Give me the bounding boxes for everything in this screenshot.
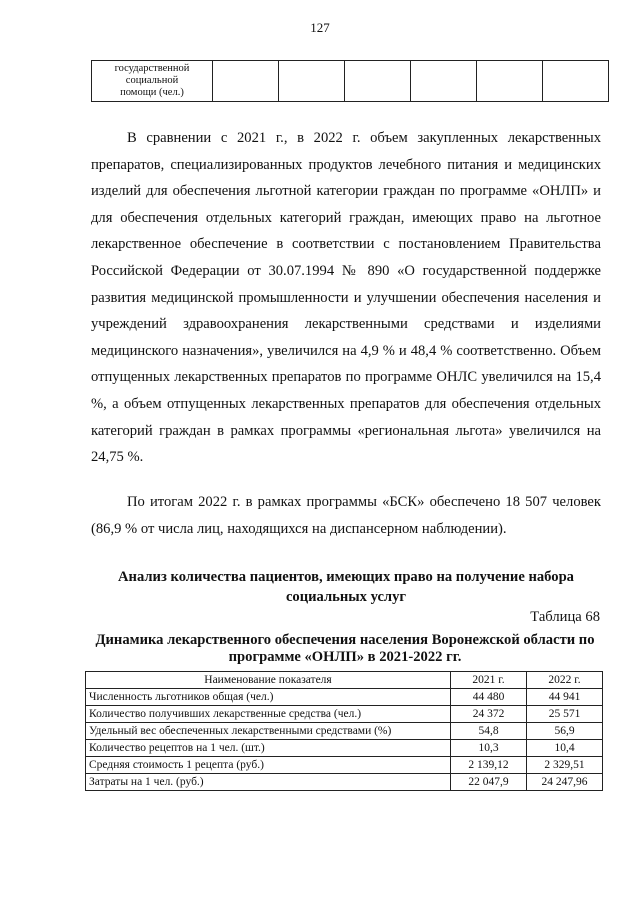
- header-2021: 2021 г.: [451, 672, 527, 689]
- header-indicator: Наименование показателя: [86, 672, 451, 689]
- cell-line: социальной: [125, 75, 179, 86]
- value-2022: 10,4: [527, 740, 603, 757]
- table-cell: [279, 61, 345, 102]
- table-label: Таблица 68: [530, 609, 600, 625]
- table-cell: [213, 61, 279, 102]
- value-2022: 2 329,51: [527, 757, 603, 774]
- table-cell: [345, 61, 411, 102]
- value-2021: 44 480: [451, 689, 527, 706]
- cell-line: государственной: [114, 63, 190, 74]
- table-cell: [543, 61, 609, 102]
- value-2021: 54,8: [451, 723, 527, 740]
- value-2021: 22 047,9: [451, 774, 527, 791]
- table-row: [86, 740, 603, 757]
- row-label: Удельный вес обеспеченных лекарственными средствами (%): [86, 723, 451, 740]
- table-row: [86, 757, 603, 774]
- onlp-dynamics-table: [85, 671, 603, 791]
- paragraph-bsk: По итогам 2022 г. в рамках программы «БСК» обеспечено 18 507 человек (86,9 % от числа лиц, находящихся на диспансерном наблюдении).: [91, 494, 601, 537]
- row-label: Количество рецептов на 1 чел. (шт.): [86, 740, 451, 757]
- table-header-row: [86, 672, 603, 689]
- row-label: Количество получивших лекарственные средства (чел.): [86, 706, 451, 723]
- value-2021: 24 372: [451, 706, 527, 723]
- continued-table-fragment: [91, 60, 609, 102]
- value-2022: 24 247,96: [527, 774, 603, 791]
- value-2021: 10,3: [451, 740, 527, 757]
- paragraph-comparison: В сравнении с 2021 г., в 2022 г. объем закупленных лекарственных препаратов, специализированных продуктов лечебного питания и медицинских изделий для обеспечения льготной категории граждан по программе «ОНЛП» и для обеспечения отдельных категорий граждан, имеющих право на льготное лекарственное обеспечение в соответствии с постановлением Правительства Российской Федерации от 30.07.1994 № 890 «О государственной поддержке развития медицинской промышленности и улучшении обеспечения населения и учреждений здравоохранения лекарственными средствами и изделиями медицинского назначения», увеличился на 4,9 % и 48,4 % соответственно. Объем отпущенных лекарственных препаратов по программе ОНЛС увеличился на 15,4 %, а объем отпущенных лекарственных препаратов для обеспечения отдельных категорий граждан в рамках программы «региональная льгота» увеличился на 24,75 %.: [91, 130, 601, 466]
- header-2022: 2022 г.: [527, 672, 603, 689]
- table-cell-label: [92, 61, 213, 102]
- value-2022: 25 571: [527, 706, 603, 723]
- cell-line: помощи (чел.): [120, 87, 184, 98]
- table-cell: [411, 61, 477, 102]
- value-2021: 2 139,12: [451, 757, 527, 774]
- table-title: Динамика лекарственного обеспечения населения Воронежской области по программе «ОНЛП» в 2021-2022 гг.: [95, 632, 595, 665]
- table-cell: [477, 61, 543, 102]
- row-label: Затраты на 1 чел. (руб.): [86, 774, 451, 791]
- table-row: [86, 723, 603, 740]
- table-row: [86, 706, 603, 723]
- table-row: [86, 774, 603, 791]
- page-number: 127: [310, 20, 330, 35]
- table-row: [86, 689, 603, 706]
- section-title: Анализ количества пациентов, имеющих право на получение набора социальных услуг: [118, 569, 574, 605]
- row-label: Численность льготников общая (чел.): [86, 689, 451, 706]
- row-label: Средняя стоимость 1 рецепта (руб.): [86, 757, 451, 774]
- value-2022: 56,9: [527, 723, 603, 740]
- value-2022: 44 941: [527, 689, 603, 706]
- table-row: [92, 61, 609, 102]
